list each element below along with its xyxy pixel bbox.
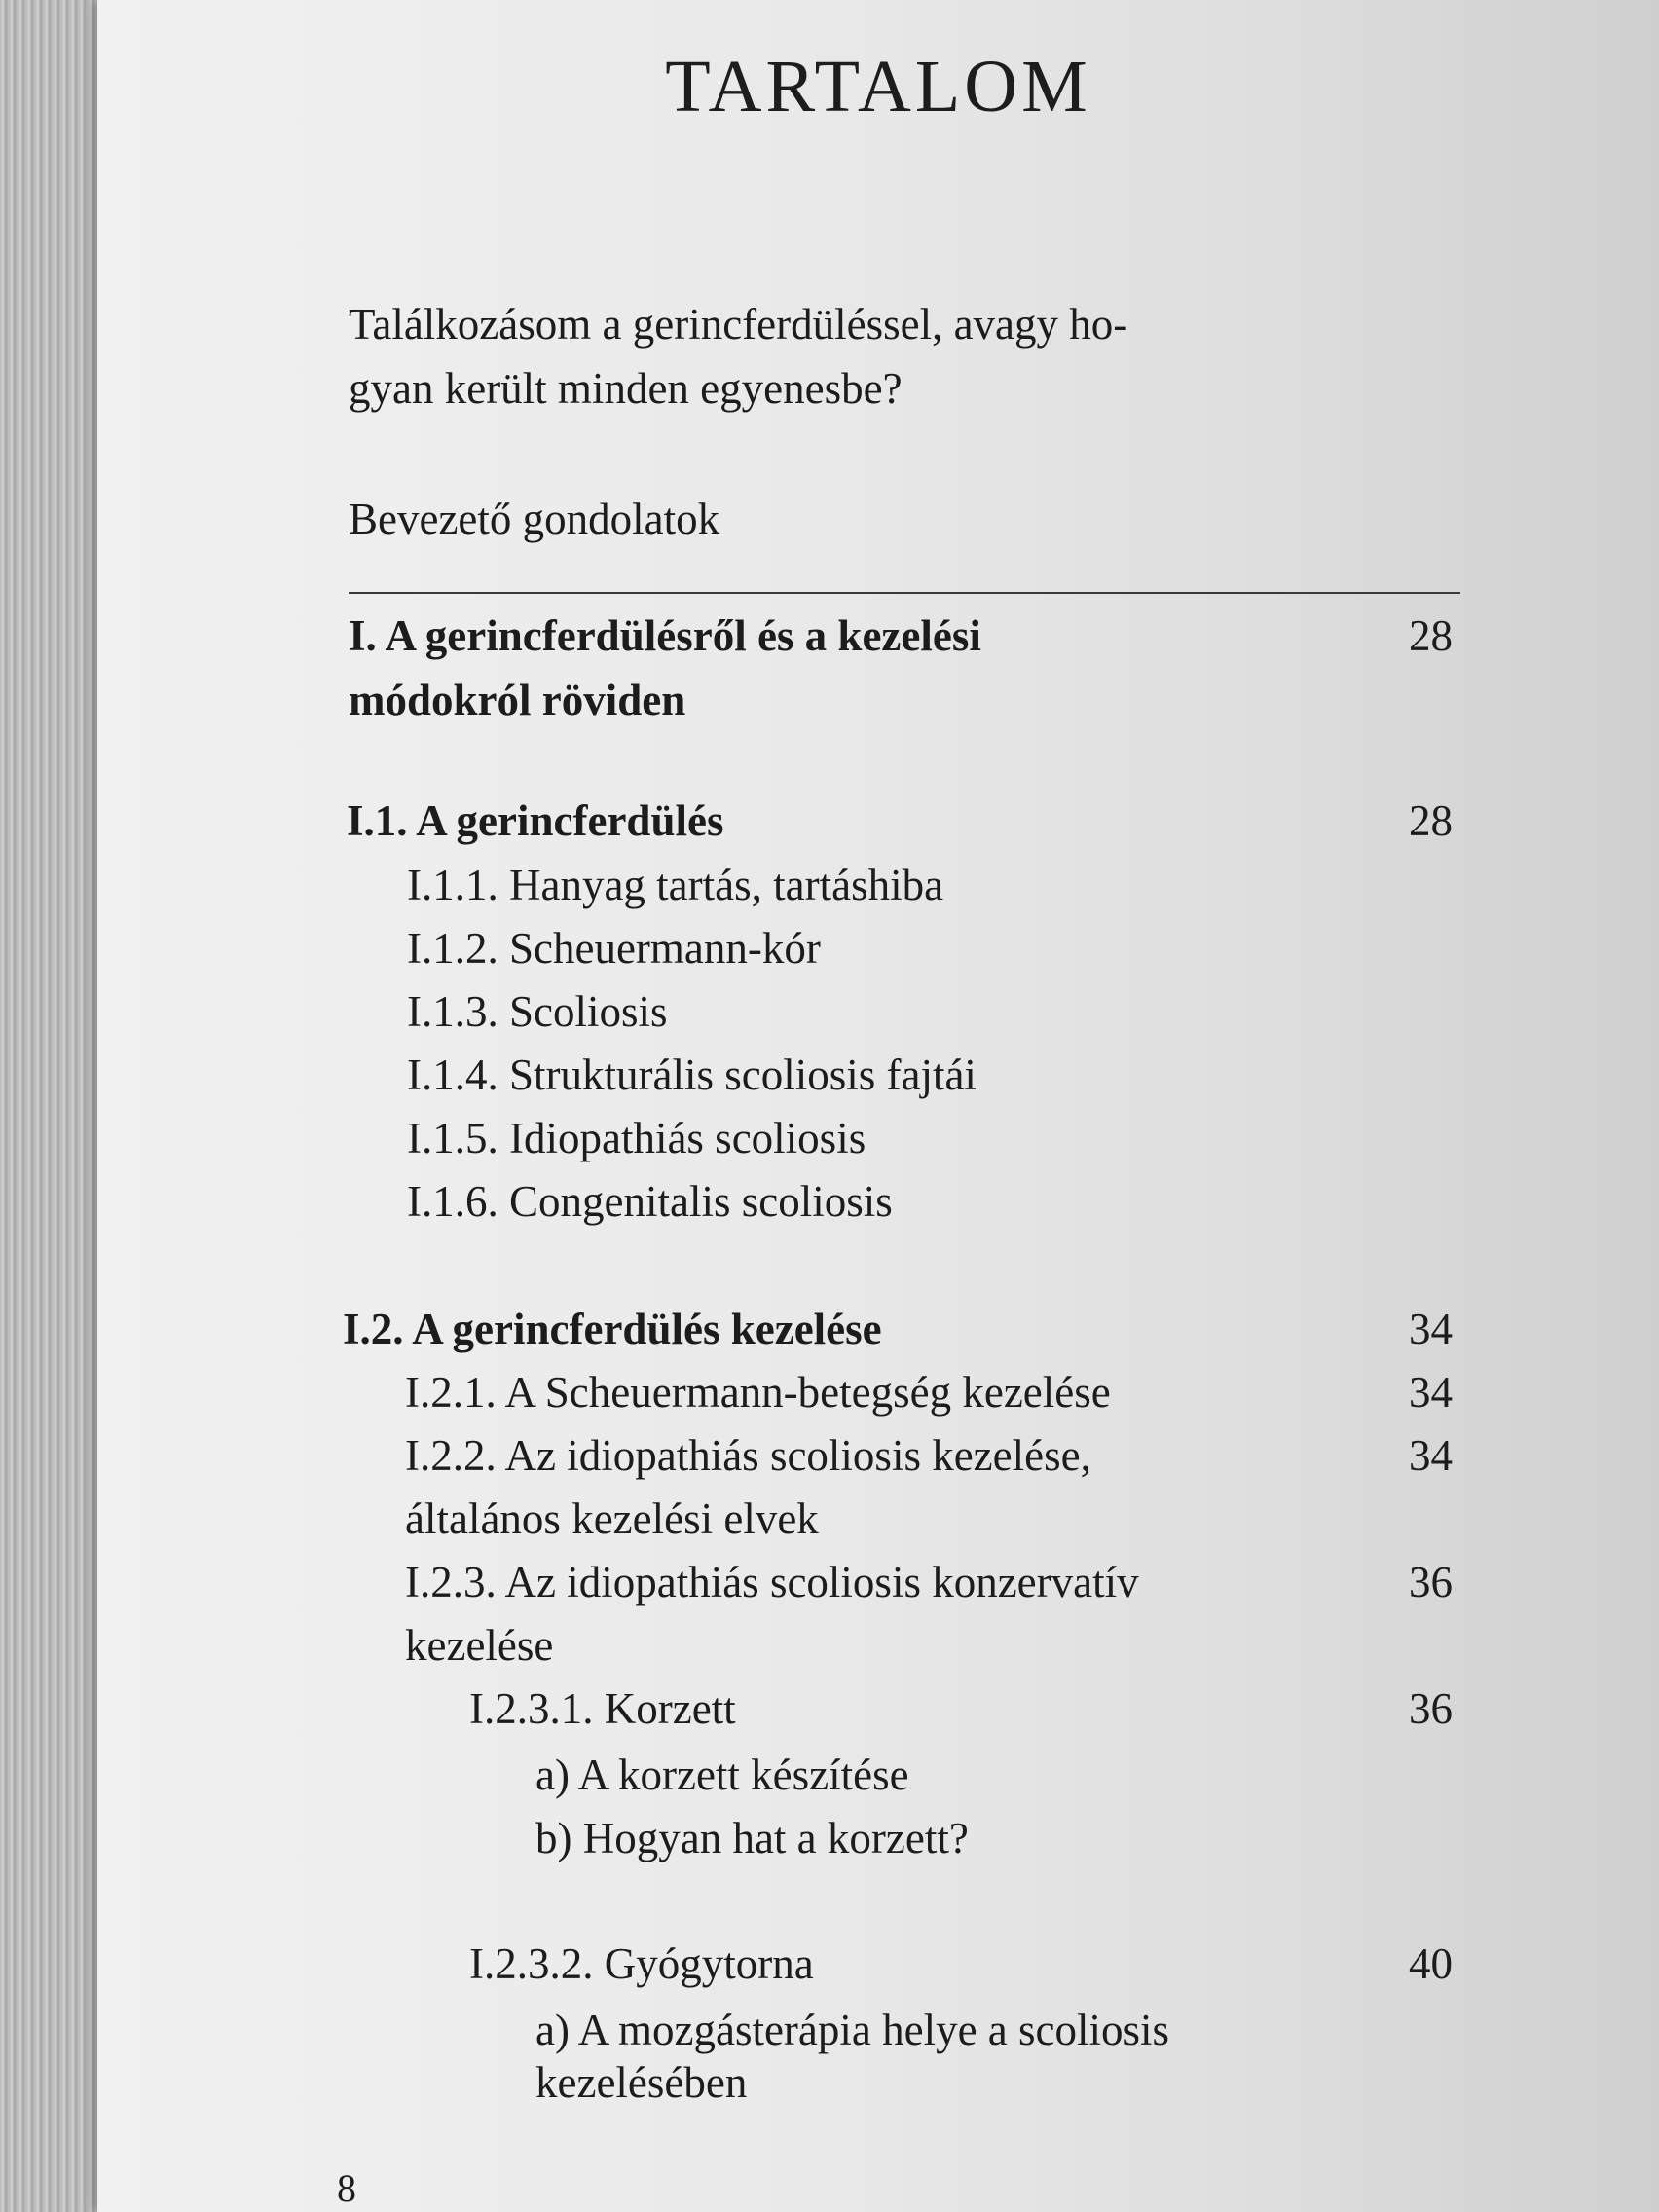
section2-item-1: I.2.1. A Scheuermann-betegség kezelése xyxy=(405,1368,1111,1417)
intro-line-2: gyan került minden egyenesbe? xyxy=(349,364,903,413)
subsection-gyogytorna-page: 40 xyxy=(1409,1939,1453,1988)
subsection-gyogytorna-title: I.2.3.2. Gyógytorna xyxy=(469,1939,814,1988)
section1-item: I.1.6. Congenitalis scoliosis xyxy=(407,1177,893,1226)
section2-item-2-line-1: I.2.2. Az idiopathiás scoliosis kezelése, xyxy=(405,1431,1091,1480)
subsection-gyogytorna-a-line-1: a) A mozgásterápia helye a scoliosis xyxy=(535,2006,1170,2054)
subsection-korzett-b: b) Hogyan hat a korzett? xyxy=(535,1814,969,1862)
section1-page-number: 28 xyxy=(1409,796,1453,845)
section2-title: I.2. A gerincferdülés kezelése xyxy=(343,1305,882,1353)
section1-title: I.1. A gerincferdülés xyxy=(347,796,724,845)
book-page xyxy=(97,0,1659,2212)
section1-item: I.1.4. Strukturális scoliosis fajtái xyxy=(407,1051,977,1099)
section2-item-3-line-2: kezelése xyxy=(405,1621,554,1670)
page-title: TARTALOM xyxy=(665,46,1091,128)
section2-page-number: 34 xyxy=(1409,1305,1453,1353)
section2-item-3-page: 36 xyxy=(1409,1558,1453,1606)
page-number: 8 xyxy=(337,2166,356,2210)
chapter-title-line-1: I. A gerincferdülésről és a kezelési xyxy=(349,611,981,660)
intro-bevezeto: Bevezető gondolatok xyxy=(349,495,720,543)
subsection-korzett-page: 36 xyxy=(1409,1684,1453,1733)
divider-rule xyxy=(349,592,1460,594)
section1-item: I.1.3. Scoliosis xyxy=(407,987,668,1036)
chapter-page-number: 28 xyxy=(1409,611,1453,660)
section2-item-3-line-1: I.2.3. Az idiopathiás scoliosis konzervatív xyxy=(405,1558,1139,1606)
intro-line-1: Találkozásom a gerincferdüléssel, avagy ho- xyxy=(349,300,1128,349)
chapter-title-line-2: módokról röviden xyxy=(349,676,686,724)
section2-item-2-line-2: általános kezelési elvek xyxy=(405,1494,819,1543)
section1-item: I.1.2. Scheuermann-kór xyxy=(407,924,821,973)
subsection-korzett-a: a) A korzett készítése xyxy=(535,1751,909,1799)
section1-item: I.1.1. Hanyag tartás, tartáshiba xyxy=(407,861,944,909)
subsection-korzett-title: I.2.3.1. Korzett xyxy=(469,1684,736,1733)
section2-item-2-page: 34 xyxy=(1409,1431,1453,1480)
section1-item: I.1.5. Idiopathiás scoliosis xyxy=(407,1114,866,1162)
subsection-gyogytorna-a-line-2: kezelésében xyxy=(535,2058,748,2107)
section2-item-1-page: 34 xyxy=(1409,1368,1453,1417)
